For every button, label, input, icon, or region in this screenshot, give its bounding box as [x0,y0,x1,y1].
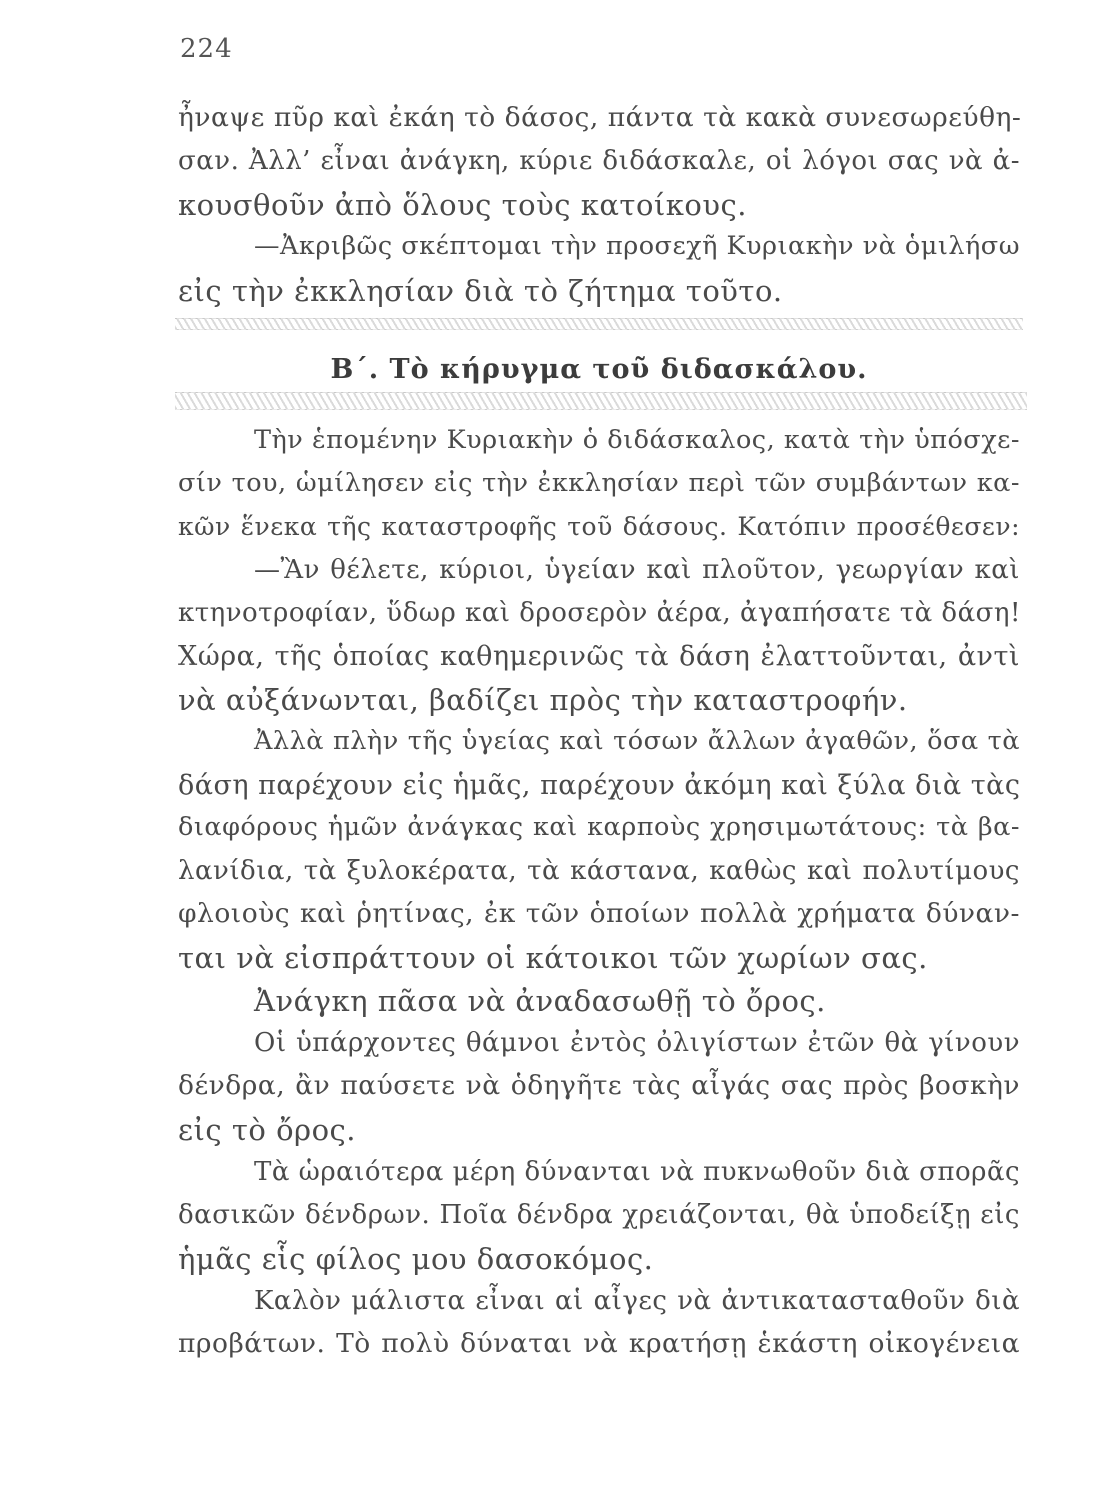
text-line: Καλὸν μάλιστα εἶναι αἱ αἶγες νὰ ἀντικατασταθοῦν διὰ [254,1286,1020,1316]
text-line: Χώρα, τῆς ὁποίας καθημερινῶς τὰ δάση ἐλαττοῦνται, ἀντὶ [178,641,1020,672]
text-line: —Ἂν θέλετε, κύριοι, ὑγείαν καὶ πλοῦτον, γεωργίαν καὶ [254,555,1020,585]
text-line: προβάτων. Τὸ πολὺ δύναται νὰ κρατήσῃ ἑκάστη οἰκογένεια [178,1328,1020,1359]
text-line: Τὴν ἑπομένην Κυριακὴν ὁ διδάσκαλος, κατὰ τὴν ὑπόσχε- [254,425,1020,455]
ornamental-rule-top [175,318,1023,330]
text-line: ται νὰ εἰσπράττουν οἱ κάτοικοι τῶν χωρίων σας. [178,941,928,975]
text-line: διαφόρους ἡμῶν ἀνάγκας καὶ καρποὺς χρησιμωτάτους: τὰ βα- [178,812,1020,842]
text-line: σίν του, ὡμίλησεν εἰς τὴν ἐκκλησίαν περὶ τῶν συμβάντων κα- [178,468,1020,498]
ornamental-rule-bottom [175,392,1027,410]
text-line: λανίδια, τὰ ξυλοκέρατα, τὰ κάστανα, καθὼς καὶ πολυτίμους [178,856,1020,886]
text-line: σαν. Ἀλλ’ εἶναι ἀνάγκη, κύριε διδάσκαλε, οἱ λόγοι σας νὰ ἀ- [178,146,1020,176]
text-line: —Ἀκριβῶς σκέπτομαι τὴν προσεχῆ Κυριακὴν νὰ ὁμιλήσω [254,231,1020,261]
text-line: Ἀνάγκη πᾶσα νὰ ἀναδασωθῇ τὸ ὄρος. [254,984,826,1018]
text-line: ἦναψε πῦρ καὶ ἐκάη τὸ δάσος, πάντα τὰ κακὰ συνεσωρεύθη- [178,102,1022,133]
text-line: Οἱ ὑπάρχοντες θάμνοι ἐντὸς ὀλιγίστων ἐτῶν θὰ γίνουν [254,1028,1020,1058]
text-line: κουσθοῦν ἀπὸ ὅλους τοὺς κατοίκους. [178,188,747,222]
text-line: δένδρα, ἂν παύσετε νὰ ὁδηγῆτε τὰς αἶγάς σας πρὸς βοσκὴν [178,1070,1020,1101]
text-line: νὰ αὐξάνωνται, βαδίζει πρὸς τὴν καταστροφήν. [178,683,908,717]
text-line: κτηνοτροφίαν, ὕδωρ καὶ δροσερὸν ἀέρα, ἀγαπήσατε τὰ δάση! [178,598,1021,628]
section-heading: Β΄. Τὸ κήρυγμα τοῦ διδασκάλου. [330,354,868,385]
text-line: Ἀλλὰ πλὴν τῆς ὑγείας καὶ τόσων ἄλλων ἀγαθῶν, ὅσα τὰ [254,726,1020,756]
page-number: 224 [180,34,233,64]
text-line: εἰς τὸ ὄρος. [178,1113,357,1147]
text-line: κῶν ἕνεκα τῆς καταστροφῆς τοῦ δάσους. Κατόπιν προσέθεσεν: [178,512,1020,541]
text-line: ἡμᾶς εἷς φίλος μου δασοκόμος. [178,1242,654,1276]
text-line: δάση παρέχουν εἰς ἡμᾶς, παρέχουν ἀκόμη καὶ ξύλα διὰ τὰς [178,770,1021,801]
text-line: εἰς τὴν ἐκκλησίαν διὰ τὸ ζήτημα τοῦτο. [178,274,783,308]
text-line: Τὰ ὡραιότερα μέρη δύνανται νὰ πυκνωθοῦν διὰ σπορᾶς [254,1157,1021,1187]
text-line: φλοιοὺς καὶ ῥητίνας, ἐκ τῶν ὁποίων πολλὰ χρήματα δύναν- [178,898,1020,929]
text-line: δασικῶν δένδρων. Ποῖα δένδρα χρειάζονται, θὰ ὑποδείξῃ εἰς [178,1200,1020,1230]
